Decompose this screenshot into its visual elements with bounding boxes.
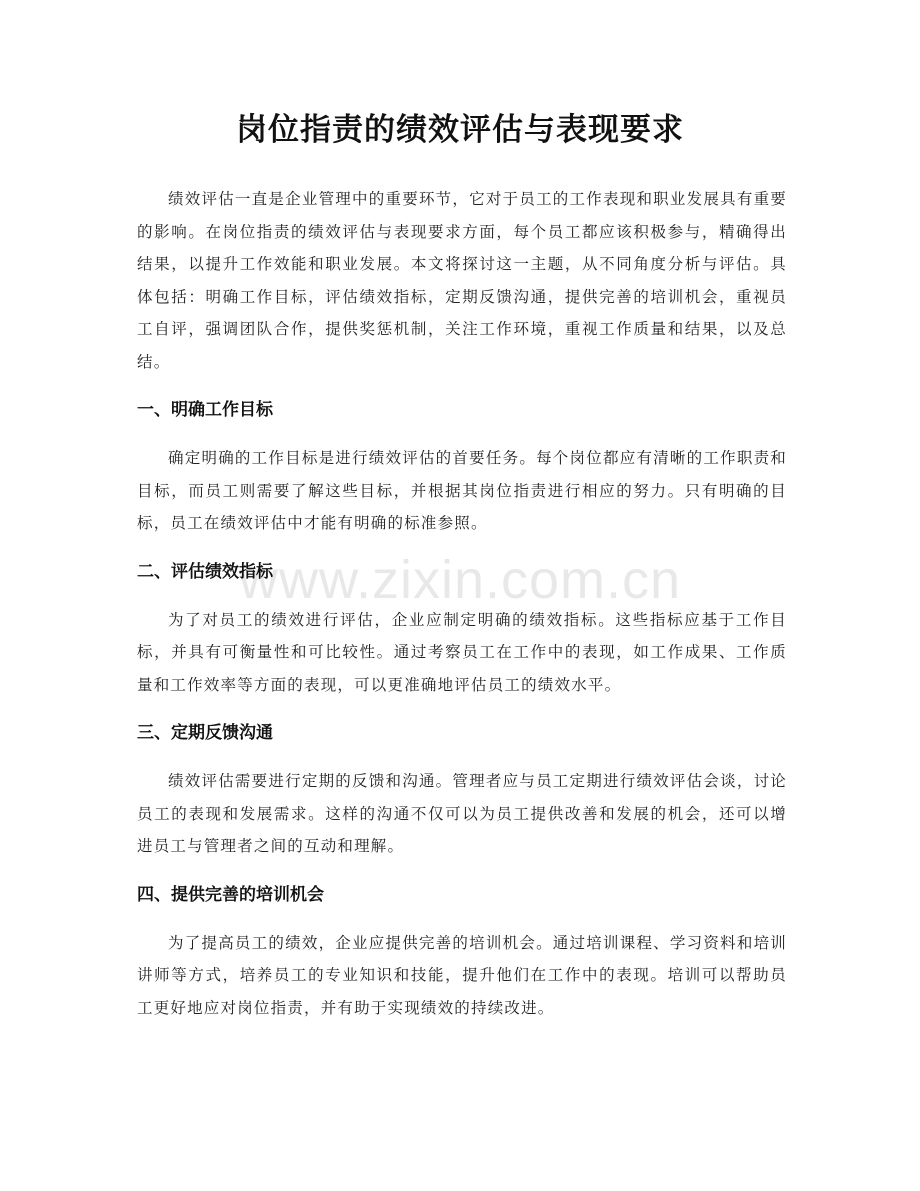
page-title: 岗位指责的绩效评估与表现要求 bbox=[236, 112, 684, 148]
watermark: www.zixin.com.cn bbox=[238, 550, 682, 610]
section-heading-3: 三、定期反馈沟通 bbox=[137, 723, 273, 743]
intro-paragraph: 绩效评估一直是企业管理中的重要环节，它对于员工的工作表现和职业发展具有重要的影响。在岗位指责的绩效评估与表现要求方面，每个员工都应该积极参与，精确得出结果，以提升工作效能和职业发展。本文将探讨这一主题，从不同角度分析与评估。具体包括：明确工作目标，评估绩效指标，定期反馈沟通，提供完善的培训机会，重视员工自评，强调团队合作，提供奖惩机制，关注工作环境，重视工作质量和结果，以及总结。 bbox=[137, 190, 787, 371]
section-paragraph-4: 为了提高员工的绩效，企业应提供完善的培训机会。通过培训课程、学习资料和培训讲师等方式，培养员工的专业知识和技能，提升他们在工作中的表现。培训可以帮助员工更好地应对岗位指责，并有助于实现绩效的持续改进。 bbox=[137, 933, 787, 1017]
section-paragraph-2: 为了对员工的绩效进行评估，企业应制定明确的绩效指标。这些指标应基于工作目标，并具有可衡量性和可比较性。通过考察员工在工作中的表现，如工作成果、工作质量和工作效率等方面的表现，可以更准确地评估员工的绩效水平。 bbox=[137, 610, 787, 694]
section-paragraph-1: 确定明确的工作目标是进行绩效评估的首要任务。每个岗位都应有清晰的工作职责和目标，而员工则需要了解这些目标，并根据其岗位指责进行相应的努力。只有明确的目标，员工在绩效评估中才能有明确的标准参照。 bbox=[137, 449, 787, 532]
section-heading-4: 四、提供完善的培训机会 bbox=[137, 884, 324, 905]
document-body bbox=[137, 183, 787, 1024]
section-heading-1: 一、明确工作目标 bbox=[137, 400, 273, 420]
section-heading-2: 二、评估绩效指标 bbox=[137, 561, 273, 582]
section-paragraph-3: 绩效评估需要进行定期的反馈和沟通。管理者应与员工定期进行绩效评估会谈，讨论员工的表现和发展需求。这样的沟通不仅可以为员工提供改善和发展的机会，还可以增进员工与管理者之间的互动和理解。 bbox=[137, 772, 787, 855]
